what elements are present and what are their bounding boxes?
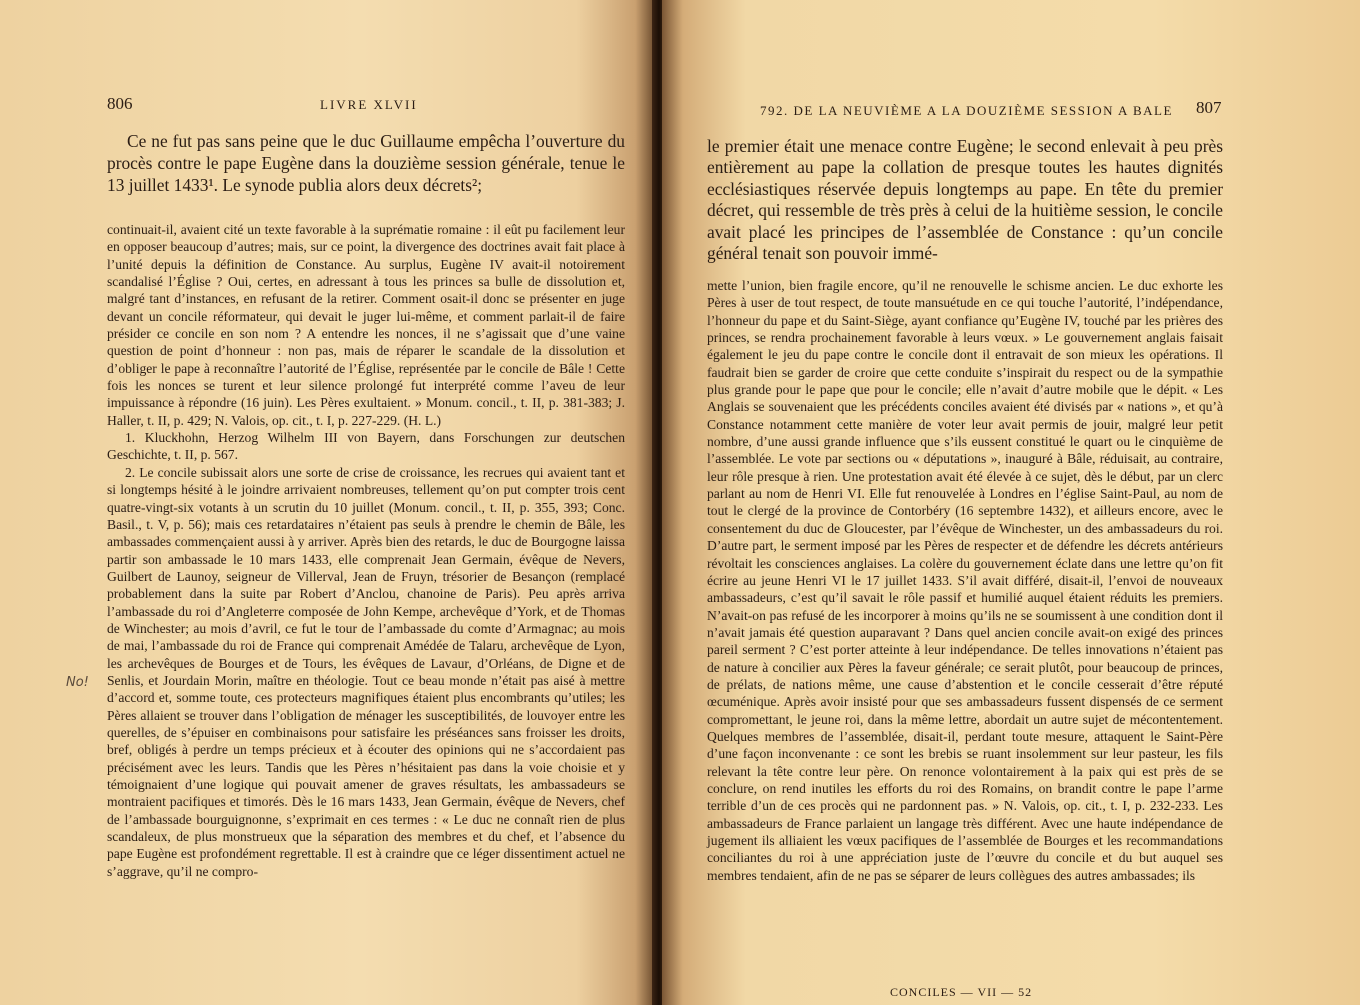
running-head: 792. DE LA NEUVIÈME A LA DOUZIÈME SESSION A BALE — [760, 103, 1173, 118]
main-text — [707, 136, 1223, 264]
footnote-1: 1. Kluckhohn, Herzog Wilhelm III von Bayern, dans Forschungen zur deutschen Geschichte, t. II, p. 567. — [107, 430, 625, 463]
footnotes — [707, 277, 1223, 884]
right-page — [662, 0, 1360, 1005]
main-text — [107, 130, 625, 196]
left-page — [0, 0, 655, 1005]
footnote-continuation: continuait-il, avaient cité un texte favorable à la suprématie romaine : il eût pu facilement leur en opposer beaucoup d’autres; mais, sur ce point, la divergence des doctrines avait fait place à l’unité depuis la définition de Constance. Au surplus, Eugène IV avait-il notoirement scandalisé l’Église ? Oui, certes, en adressant à tous les princes sa bulle de dissolution et, malgré tant d’instances, en refusant de la retirer. Comment osait-il donc se présenter en juge devant un concile réformateur, qui devait le juger lui-même, et comment parlait-il de faire présider ce concile en son nom ? A entendre les nonces, il ne s’agissait que d’une vaine question de point d’honneur : non pas, mais de réparer le scandale de la dissolution et d’obliger le pape à reconnaître l’autorité de l’Église, représentée par le concile de Bâle ! Cette fois les nonces se turent et leur silence prolongé fut interprété comme l’aveu de leur impuissance à répondre (16 juin). Les Pères exultaient. » Monum. concil., t. II, p. 381-383; J. Haller, t. II, p. 429; N. Valois, op. cit., t. I, p. 227-229. (H. L.) — [107, 222, 625, 428]
handwritten-margin-note: No! — [66, 675, 89, 690]
footnote-continuation: mette l’union, bien fragile encore, qu’il ne renouvelle le schisme ancien. Le duc exhorte les Pères à user de tout respect, de toute mansuétude en ce qui touche l’autorité, l’indépendance, l’honneur du pape et du Saint-Siège, ayant confiance qu’Eugène IV, touché par les prières des princes, se rendra prochainement favorable à leurs vœux. » Le gouvernement anglais faisait également le jeu du pape contre le concile dont il entravait de son mieux les opérations. Il faudrait bien se garder de croire que cette conduite s’inspirait du respect ou de la sympathie plus grande pour le pape que pour le concile; elle n’avait d’autre mobile que le dépit. « Les Anglais se souvenaient que les précédents conciles avaient été divisés par « nations », et qu’à Constance notamment cette manière de voter leur avait permis de jouir, malgré leur petit nombre, d’une aussi grande influence que s’ils eussent constitué le quart ou le cinquième de l’assemblée. Le vote par sections ou « députations », inauguré à Bâle, réduisait, au contraire, leur rôle presque à rien. Une protestation avait été élevée à ce sujet, dès le début, par un clerc parlant au nom de Henri VI. Elle fut renouvelée à Londres en l’église Saint-Paul, au nom de tout le clergé de la province de Contorbéry (16 septembre 1432), et ailleurs encore, avec le consentement du duc de Gloucester, par l’évêque de Winchester, un des ambassadeurs du roi. D’autre part, le serment imposé par les Pères de respecter et de défendre les décrets antérieurs révoltait les consciences anglaises. La colère du gouvernement éclate dans une lettre qu’on fit écrire au jeune Henri VI le 17 juillet 1433. S’il avait différé, disait-il, l’envoi de nouveaux ambassadeurs, c’est qu’il savait le rôle passif et humilié auquel étaient réduits les premiers. N’avait-on pas refusé de les incorporer à moins qu’ils ne se soumissent à une condition dont il n’avait jamais été question auparavant ? Dans quel ancien concile avait-on exigé des princes pareil serment ? C’est porter atteinte à leur indépendance. De telles innovations n’étaient pas de nature à concilier aux Pères la faveur générale; ce serait plutôt, pour beaucoup de princes, de prélats, de nations même, une cause d’abstention et le concile cesserait d’être réputé œcuménique. Après avoir insisté pour que ses ambassadeurs fussent dispensés de ce serment compromettant, le jeune roi, dans la même lettre, abordait un autre sujet de mécontentement. Quelques membres de l’assemblée, disait-il, perdant toute mesure, attaquent le Saint-Père d’une façon inconvenante : ce sont les brebis se ruant insolemment sur leur pasteur, les fils relevant la tête contre leur père. On renonce volontairement à la paix qui est près de se conclure, on rend inutiles les efforts du roi des Romains, on brandit contre le pape l’arme terrible d’un de ces procès qui ne pardonnent pas. » N. Valois, op. cit., t. I, p. 232-233. Les ambassadeurs de France parlaient un langage très différent. Avec une haute indépendance de jugement ils alliaient les vœux pacifiques de l’assemblée de Bourges et les recommandations conciliantes du roi à une appréciation juste de l’œuvre du concile et du but auquel ses membres tendaient, afin de ne pas se séparer de leurs collègues des autres ambassades; ils — [707, 278, 1223, 883]
footnote-2: 2. Le concile subissait alors une sorte de crise de croissance, les recrues qui avaient tant et si longtemps hésité à le joindre arrivaient nombreuses, tellement qu’on put compter trois cent quatre-vingt-six votants à un scrutin du 10 juillet (Monum. concil., t. II, p. 355, 393; Conc. Basil., t. V, p. 56); mais ces retardataires n’étaient pas seuls à prendre le chemin de Bâle, les ambassades commençaient aussi à y arriver. Après bien des retards, le duc de Bourgogne laissa partir son ambassade le 10 mars 1433, elle comprenait Jean Germain, évêque de Nevers, Guilbert de Launoy, seigneur de Villerval, Jean de Fruyn, trésorier de Besançon (remplacé probablement dans la suite par Robert d’Anclou, chanoine de Paris). Peu après arriva l’ambassade du roi d’Angleterre composée de John Kempe, archevêque d’York, et de Thomas de Winchester; au mois d’avril, ce fut le tour de l’ambassade du comte d’Armagnac; au mois de mai, l’ambassade du roi de France qui comprenait Amédée de Talaru, archevêque de Lyon, les archevêques de Bourges et de Tours, les évêques de Lavaur, d’Orléans, de Digne et de Senlis, et Jourdain Morin, maître en théologie. Tout ce beau monde n’était pas aisé à mettre d’accord et, somme toute, ces protecteurs magnifiques étaient plus encombrants qu’utiles; les Pères allaient se trouver dans l’obligation de ménager les susceptibilités, de louvoyer entre les querelles, de s’épuiser en combinaisons pour satisfaire les préséances sans froisser les droits, bref, obligés à perdre un temps précieux et à écouter des opinions qui ne s’accordaient pas précisément avec les leurs. Tandis que les Pères n’hésitaient pas dans la voie choisie et y témoignaient d’une logique qui pouvait amener de graves résultats, les ambassadeurs se montraient pacifiques et timorés. Dès le 16 mars 1433, Jean Germain, évêque de Nevers, chef de l’ambassade bourguignonne, s’exprimait en ces termes : « Le duc ne connaît rien de plus scandaleux, de plus monstrueux que la séparation des membres et du chef, et l’absence du pape Eugène est profondément regrettable. Il est à craindre que ce léger dissentiment actuel ne s’aggrave, qu’il ne compro- — [107, 464, 625, 879]
footnotes — [107, 221, 625, 880]
main-paragraph: Ce ne fut pas sans peine que le duc Guillaume empêcha l’ouverture du procès contre le pape Eugène dans la douzième session générale, tenue le 13 juillet 1433¹. Le synode publia alors deux décrets²; — [107, 131, 625, 195]
main-paragraph: le premier était une menace contre Eugène; le second enlevait à peu près entièrement au pape la collation de presque toutes les hautes dignités ecclésiastiques réservée depuis longtemps au pape. En tête du premier décret, qui ressemble de très près à celui de la huitième session, le concile avait placé les principes de l’assemblée de Constance : qu’un concile général tenait son pouvoir immé- — [707, 136, 1223, 264]
running-head: LIVRE XLVII — [320, 97, 418, 112]
page-number: 806 — [107, 94, 133, 113]
page-number: 807 — [1196, 98, 1222, 117]
signature-mark: CONCILES — VII — 52 — [890, 985, 1033, 999]
